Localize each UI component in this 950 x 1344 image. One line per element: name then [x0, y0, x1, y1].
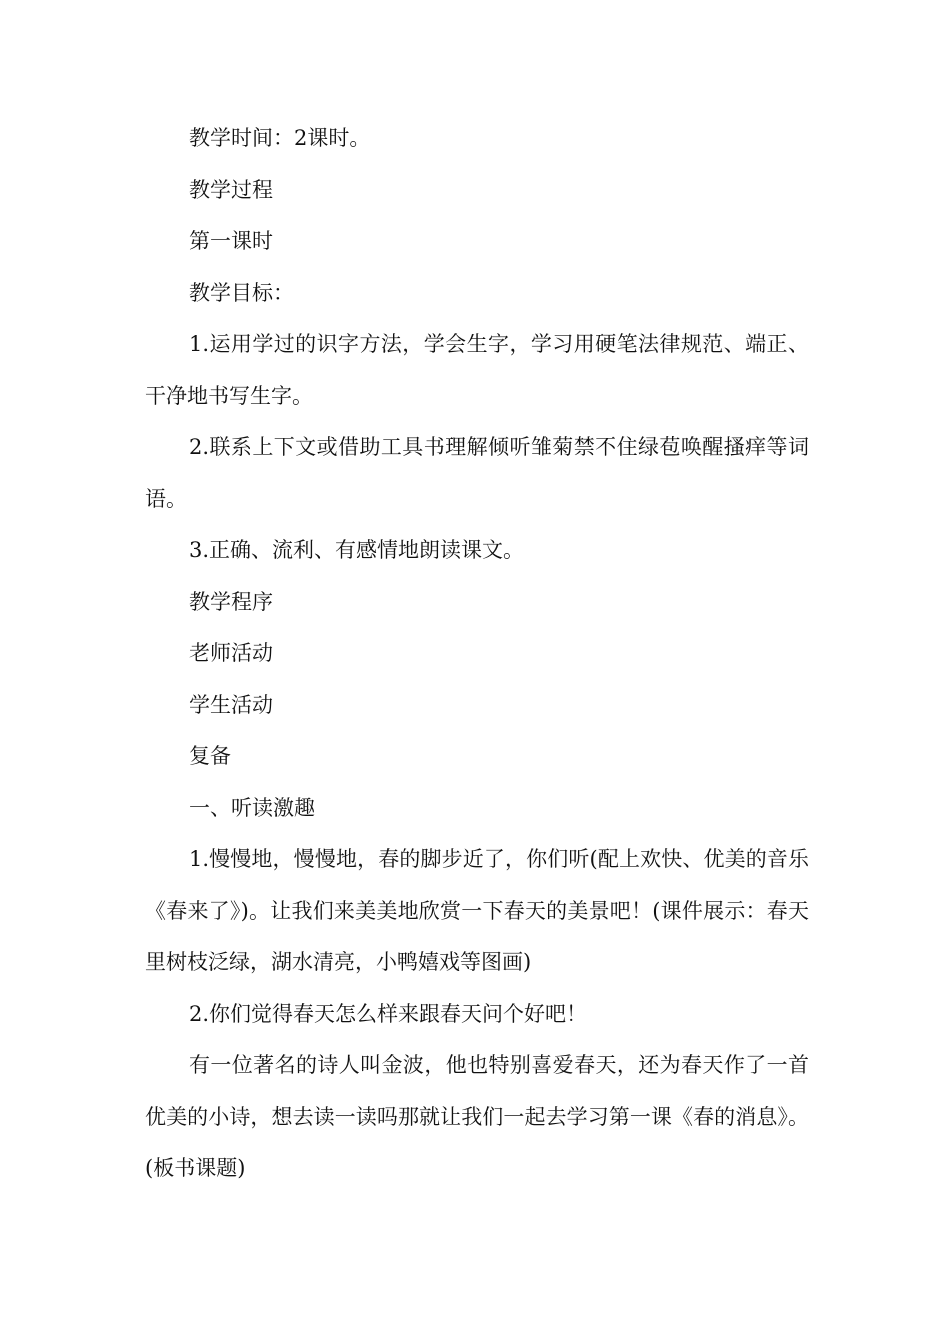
paragraph-student-activity: 学生活动 — [189, 692, 273, 717]
paragraph-goal-1: 1.运用学过的识字方法，学会生字，学习用硬笔法律规范、端正、干净地书写生字。 — [145, 332, 809, 408]
paragraph-goal-3: 3.正确、流利、有感情地朗读课文。 — [189, 538, 525, 562]
paragraph-teaching-time: 教学时间：2课时。 — [189, 126, 371, 150]
paragraph-teacher-activity: 老师活动 — [189, 641, 273, 665]
paragraph-section-listen: 一、听读激趣 — [189, 795, 315, 820]
paragraph-step-2: 2.你们觉得春天怎么样来跟春天问个好吧！ — [189, 1001, 588, 1026]
paragraph-review-notes: 复备 — [189, 744, 231, 768]
paragraph-goal-2: 2.联系上下文或借助工具书理解倾听雏菊禁不住绿苞唤醒搔痒等词语。 — [145, 435, 809, 511]
document-body — [145, 113, 809, 1195]
paragraph-teaching-goals: 教学目标： — [189, 280, 294, 305]
paragraph-poet-intro: 有一位著名的诗人叫金波，他也特别喜爱春天，还为春天作了一首优美的小诗，想去读一读吗那就让我们一起去学习第一课《春的消息》。(板书课题) — [145, 1053, 809, 1180]
paragraph-first-lesson: 第一课时 — [189, 229, 273, 253]
paragraph-step-1: 1.慢慢地，慢慢地，春的脚步近了，你们听(配上欢快、优美的音乐《春来了》)。让我们来美美地欣赏一下春天的美景吧！(课件展示：春天里树枝泛绿，湖水清亮，小鸭嬉戏等图画) — [145, 847, 809, 974]
paragraph-teaching-process: 教学过程 — [189, 177, 273, 202]
paragraph-teaching-procedure: 教学程序 — [189, 589, 273, 614]
